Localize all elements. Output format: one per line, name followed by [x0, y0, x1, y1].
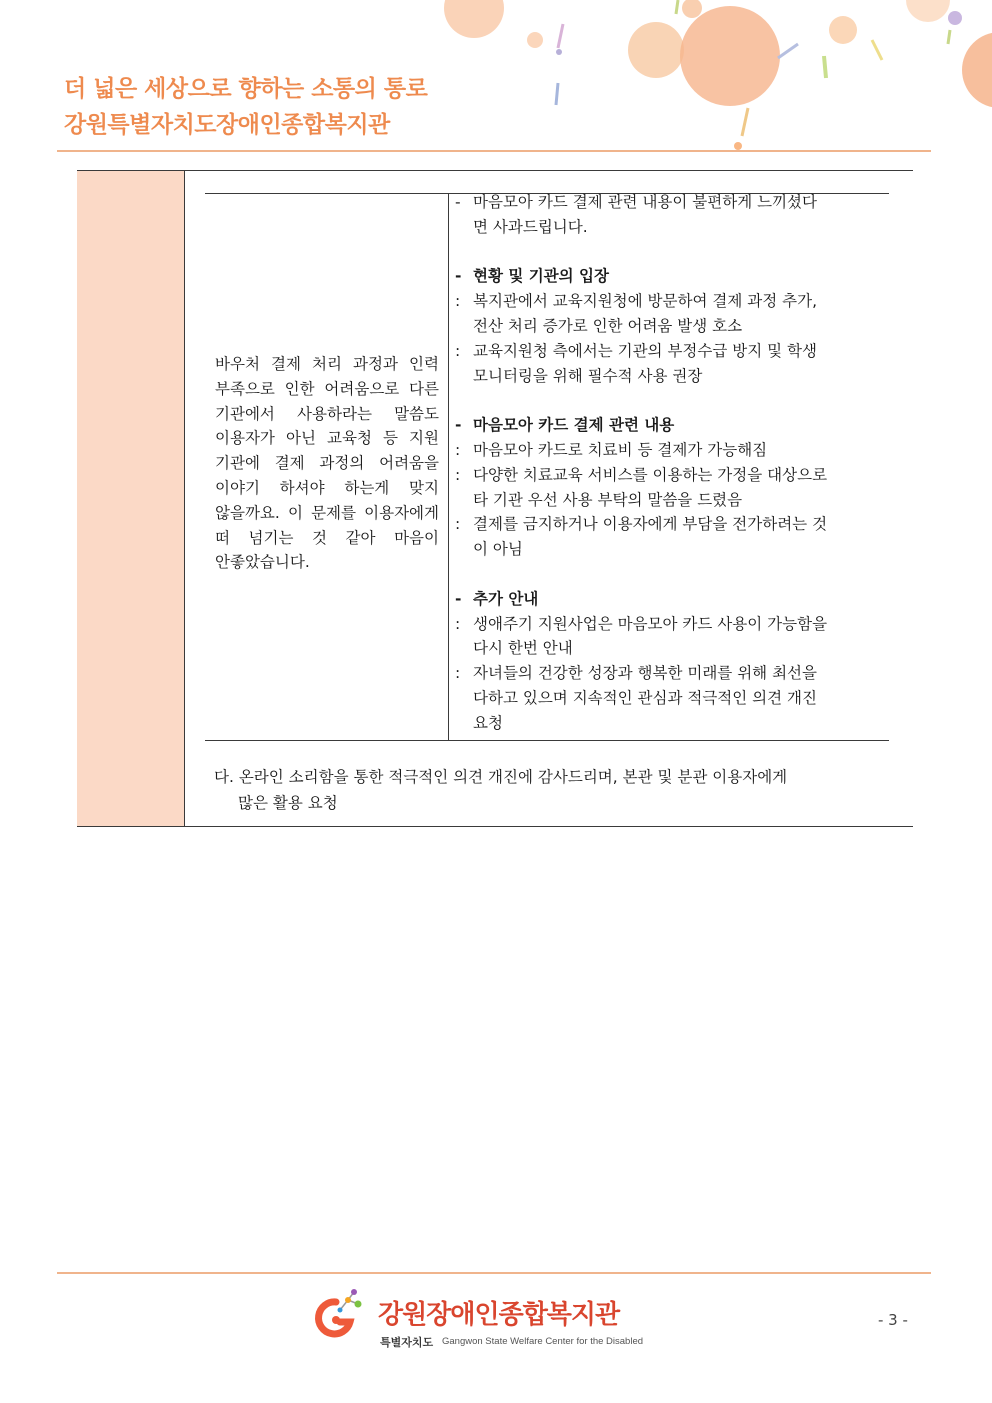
user-complaint-text: 바우처 결제 처리 과정과 인력 부족으로 인한 어려움으로 다른 기관에서 사용하라는 말씀도 이용자가 아닌 교육청 등 지원 기관에 결제 과정의 어려움을 이야기 하셔야 하는게 맞지 않을까요. 이 문제를 이용자에게 떠 넘기는 것 같아 마음이 안좋았습니다.: [215, 355, 439, 572]
list-item: : 생애주기 지원사업은 마음모아 카드 사용이 가능함을: [455, 614, 828, 633]
list-item-cont: 타 기관 우선 사용 부탁의 말씀을 드렸음: [473, 490, 743, 509]
response-column: [455, 190, 883, 736]
list-item-cont: 요청: [473, 713, 503, 732]
apology-line-cont: 면 사과드립니다.: [473, 217, 588, 236]
table-top-border: [77, 170, 913, 171]
closing-note: [214, 764, 894, 816]
list-item: : 다양한 치료교육 서비스를 이용하는 가정을 대상으로: [455, 465, 828, 484]
list-item: : 복지관에서 교육지원청에 방문하여 결제 과정 추가,: [455, 292, 817, 311]
closing-note-line1: 다. 온라인 소리함을 통한 적극적인 의견 개진에 감사드리며, 본관 및 분관 이용자에게: [214, 768, 788, 786]
list-item-cont: 이 아님: [473, 540, 523, 559]
header-rule: [57, 150, 931, 152]
list-item-cont: 모니터링을 위해 필수적 사용 권장: [473, 366, 703, 385]
closing-note-line2: 많은 활용 요청: [238, 794, 338, 812]
header-title-line2: 강원특별자치도장애인종합복지관: [64, 112, 390, 138]
table-label-cell: [77, 171, 184, 827]
list-item: : 결제를 금지하거나 이용자에게 부담을 전가하려는 것: [455, 515, 828, 534]
list-item: : 마음모아 카드로 치료비 등 결제가 가능해짐: [455, 440, 768, 459]
list-item: : 교육지원청 측에서는 기관의 부정수급 방지 및 학생: [455, 341, 817, 360]
table-column-divider: [184, 170, 185, 827]
section-heading-card: - 마음모아 카드 결제 관련 내용: [455, 416, 675, 435]
list-item-cont: 전산 처리 증가로 인한 어려움 발생 호소: [473, 316, 743, 335]
apology-line: - 마음모아 카드 결제 관련 내용이 불편하게 느끼셨다: [455, 193, 817, 211]
section-heading-additional: - 추가 안내: [455, 589, 539, 608]
section-heading-status: - 현황 및 기관의 입장: [455, 267, 609, 286]
page-number: - 3 -: [878, 1311, 908, 1329]
center-logo-icon: [310, 1288, 370, 1344]
inner-table-divider: [448, 193, 449, 741]
header-title-line1: 더 넓은 세상으로 향하는 소통의 통로: [64, 76, 428, 102]
inner-table-bottom: [205, 740, 889, 741]
list-item: : 자녀들의 건강한 성장과 행복한 미래를 위해 최선을: [455, 664, 817, 683]
table-bottom-border: [77, 826, 913, 827]
logo-sub-en: Gangwon State Welfare Center for the Disabled: [442, 1336, 644, 1347]
footer-rule: [57, 1272, 931, 1274]
header-decoration: [430, 0, 992, 150]
list-item-cont: 다하고 있으며 지속적인 관심과 적극적인 의견 개진: [473, 688, 817, 707]
logo-main-text: 강원장애인종합복지관: [378, 1299, 620, 1329]
logo-sub-kr: 특별자치도: [380, 1337, 434, 1349]
list-item-cont: 다시 한번 안내: [473, 639, 573, 658]
